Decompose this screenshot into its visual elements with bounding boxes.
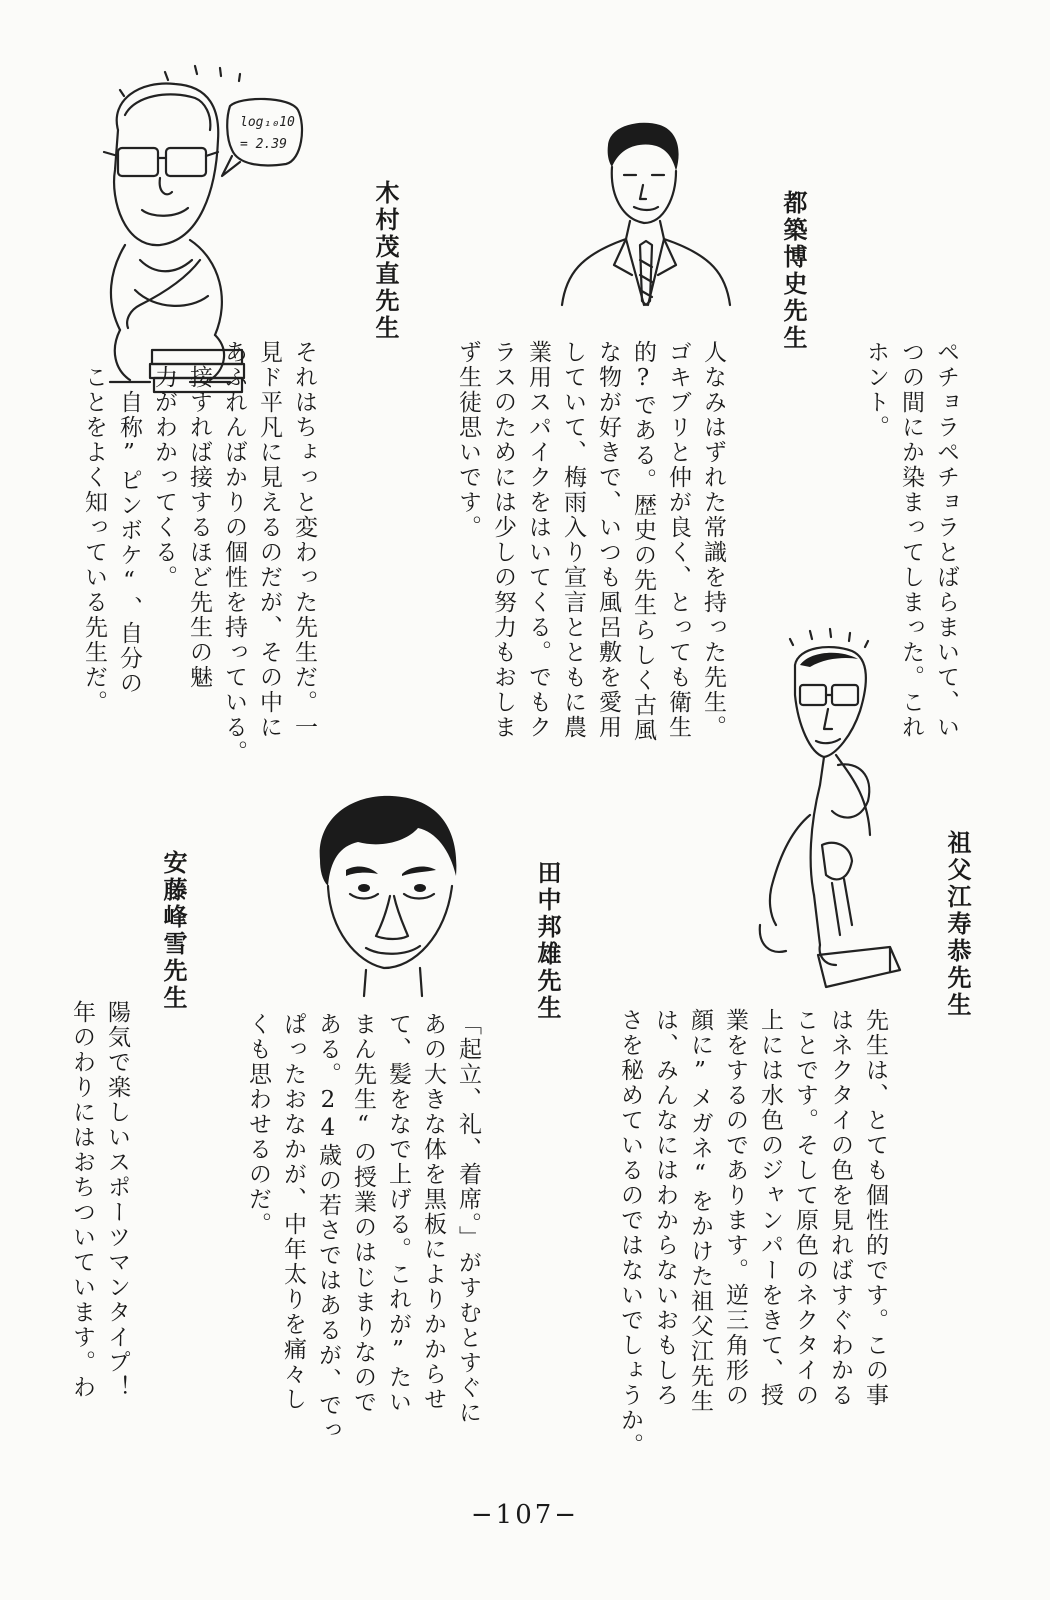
ando-description: 陽気で楽しいスポーツマンタイプ！ 年のわりにはおちついています。わ [69,1000,130,1400]
kimura-description: それはちょっと変わった先生だ。一 見ド平凡に見えるのだが、その中に あふれんばかりの個性を持っている。 接すれば接するほど先生の魅 力がわかってくる。 自称”ピンボケ“、自分の ことをよく知っている先生だ。 [81,340,317,765]
teacher-name-tsuzuki: 都築博史先生 [779,190,808,352]
teacher-name-tanaka: 田中邦雄先生 [533,860,562,1022]
teacher-name-kimura: 木村茂直先生 [371,180,400,342]
tsuzuki-description: 人なみはずれた常識を持った先生。 ゴキブリと仲が良く、とっても衛生 的?である。歴史の先生らしく古風 な物が好きで、いつも風呂敷を愛用 していて、梅雨入り宣言とともに農 業用スパイクをはいてくる。でもク ラスのためには少しの努力もおしま ず生徒思いです。 [455,340,726,743]
tanaka-description: 「起立、礼、着席。」がすむとすぐに あの大きな体を黒板によりかからせ て、髪をなで上げる。これが”たい まん先生“の授業のはじまりなので ある。24歳の若さではあるが、でっ ぱったおなかが、中年太りを痛々し くも思わせるのだ。 [245,1012,481,1443]
intro-tail-text: ペチョラペチョラとばらまいて、い つの間にか染まってしまった。これ ホント。 [863,340,959,740]
teacher-name-ando: 安藤峰雪先生 [159,850,188,1012]
tanaka-portrait-illustration [310,790,470,1000]
tsuzuki-portrait-illustration [560,115,740,315]
speech-note-line-1: log₁₀10 [240,115,295,130]
teacher-name-sofue: 祖父江寿恭先生 [943,830,972,1019]
sofue-description: 先生は、とても個性的です。この事 はネクタイの色を見ればすぐわかる ことです。そして原色のネクタイの 上には水色のジャンパーをきて、授 業をするのであります。逆三角形の 顔に”メガネ“をかけた祖父江先生 は、みんなにはわからないおもしろ さを秘めているのではないでしょうか。 [617,1008,888,1458]
speech-note-line-2: = 2.39 [240,137,287,152]
page-number: −107− [470,1500,580,1530]
